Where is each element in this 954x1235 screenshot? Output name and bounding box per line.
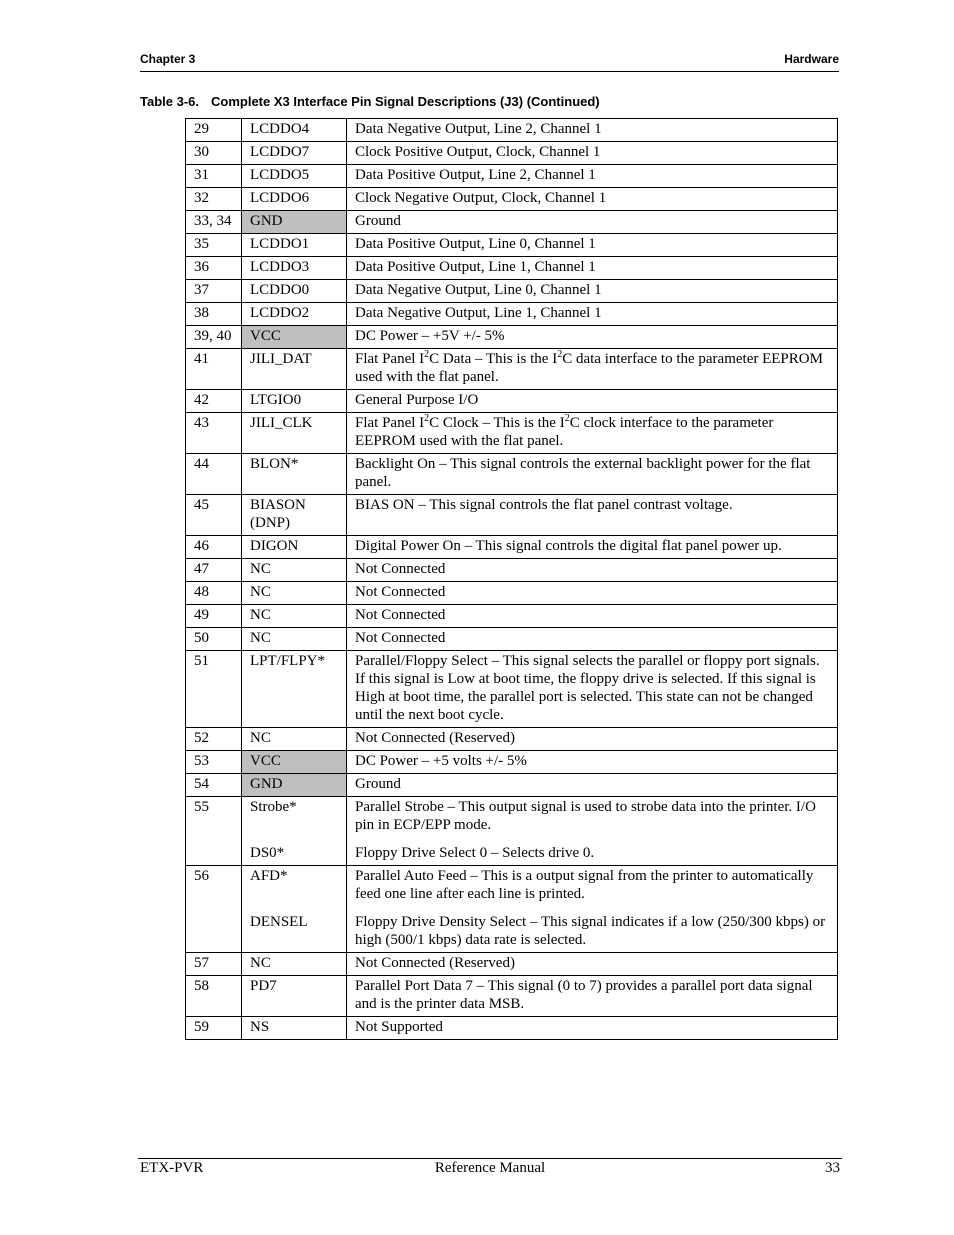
spacer <box>355 834 829 844</box>
table-row <box>186 797 838 866</box>
pin-number: 45 <box>186 495 242 536</box>
signal-name: LCDDO0 <box>242 280 347 303</box>
pin-number: 58 <box>186 976 242 1017</box>
desc-text: C clock interface to the parameter EEPROM used with the flat panel. <box>355 415 774 449</box>
pin-number: 33, 34 <box>186 211 242 234</box>
pin-number: 52 <box>186 728 242 751</box>
table-row <box>186 628 838 651</box>
table-number: Table 3-6. <box>140 94 200 109</box>
signal-description: Ground <box>347 774 838 797</box>
signal-name <box>242 495 347 536</box>
signal-description: Not Connected (Reserved) <box>347 728 838 751</box>
signal-name-power: GND <box>242 211 347 234</box>
signal-description: Not Connected <box>347 605 838 628</box>
table-row <box>186 605 838 628</box>
signal-description: Not Connected <box>347 628 838 651</box>
signal-name: LPT/FLPY* <box>242 651 347 728</box>
pin-number: 48 <box>186 582 242 605</box>
table-row <box>186 536 838 559</box>
signal-name-power: GND <box>242 774 347 797</box>
superscript: 2 <box>424 349 430 360</box>
signal-description: Not Connected <box>347 582 838 605</box>
table-row <box>186 234 838 257</box>
table-row <box>186 976 838 1017</box>
signal-line: DS0* <box>250 845 285 861</box>
table-row <box>186 349 838 390</box>
signal-name: JILI_DAT <box>242 349 347 390</box>
pin-number: 37 <box>186 280 242 303</box>
signal-description: Parallel Port Data 7 – This signal (0 to 7) provides a parallel port data signal and is the printer data MSB. <box>347 976 838 1017</box>
signal-name <box>242 866 347 953</box>
table-row <box>186 582 838 605</box>
pin-number: 49 <box>186 605 242 628</box>
desc-paragraph: Floppy Drive Select 0 – Selects drive 0. <box>355 845 595 861</box>
table-row <box>186 774 838 797</box>
signal-name: JILI_CLK <box>242 413 347 454</box>
signal-line: Strobe* <box>250 799 297 815</box>
pin-number: 43 <box>186 413 242 454</box>
signal-description: Data Negative Output, Line 2, Channel 1 <box>347 119 838 142</box>
pin-number: 44 <box>186 454 242 495</box>
signal-name: NC <box>242 605 347 628</box>
signal-description: Data Positive Output, Line 2, Channel 1 <box>347 165 838 188</box>
pin-number: 41 <box>186 349 242 390</box>
signal-name: LCDDO4 <box>242 119 347 142</box>
running-header <box>140 52 839 72</box>
pin-number: 53 <box>186 751 242 774</box>
desc-text: C data interface to the parameter EEPROM used with the flat panel. <box>355 351 823 385</box>
table-title: Complete X3 Interface Pin Signal Descriptions (J3) (Continued) <box>211 94 600 109</box>
signal-name: LCDDO2 <box>242 303 347 326</box>
signal-description: Backlight On – This signal controls the external backlight power for the flat panel. <box>347 454 838 495</box>
signal-name: NC <box>242 628 347 651</box>
pin-number: 51 <box>186 651 242 728</box>
manual-title: Reference Manual <box>434 1160 546 1176</box>
pin-number: 55 <box>186 797 242 866</box>
table-row <box>186 651 838 728</box>
table-row <box>186 413 838 454</box>
table-row <box>186 142 838 165</box>
signal-name: LTGIO0 <box>242 390 347 413</box>
table-row <box>186 454 838 495</box>
signal-name: LCDDO6 <box>242 188 347 211</box>
desc-text: Flat Panel I <box>355 415 425 431</box>
superscript: 2 <box>424 413 430 424</box>
table-row <box>186 303 838 326</box>
table-row <box>186 326 838 349</box>
signal-line: DENSEL <box>250 914 308 930</box>
pin-number: 36 <box>186 257 242 280</box>
pin-number: 39, 40 <box>186 326 242 349</box>
pin-number: 38 <box>186 303 242 326</box>
pin-number: 56 <box>186 866 242 953</box>
table-row <box>186 953 838 976</box>
pin-signal-table <box>185 118 838 1040</box>
spacer <box>250 816 338 844</box>
pin-number: 59 <box>186 1017 242 1040</box>
desc-paragraph: Parallel Strobe – This output signal is used to strobe data into the printer. I/O pin in ECP/EPP mode. <box>355 799 816 833</box>
pin-number: 47 <box>186 559 242 582</box>
desc-paragraph: Parallel Auto Feed – This is a output signal from the printer to automatically feed one line after each line is printed. <box>355 868 814 902</box>
superscript: 2 <box>557 349 563 360</box>
signal-description: BIAS ON – This signal controls the flat panel contrast voltage. <box>347 495 838 536</box>
page-number: 33 <box>825 1160 840 1176</box>
signal-name: NS <box>242 1017 347 1040</box>
signal-name: NC <box>242 559 347 582</box>
pin-number: 30 <box>186 142 242 165</box>
table-row <box>186 257 838 280</box>
signal-name: DIGON <box>242 536 347 559</box>
desc-text: C Clock – This is the I <box>429 415 565 431</box>
signal-line: AFD* <box>250 868 288 884</box>
table-row <box>186 188 838 211</box>
spacer <box>355 903 829 913</box>
table-row <box>186 1017 838 1040</box>
signal-description: Not Connected (Reserved) <box>347 953 838 976</box>
signal-name: NC <box>242 582 347 605</box>
pin-number: 29 <box>186 119 242 142</box>
pin-number: 46 <box>186 536 242 559</box>
signal-name: LCDDO1 <box>242 234 347 257</box>
table-row <box>186 280 838 303</box>
pin-number: 31 <box>186 165 242 188</box>
signal-description <box>347 866 838 953</box>
desc-paragraph: Floppy Drive Density Select – This signal indicates if a low (250/300 kbps) or high (500/1 kbps) data rate is selected. <box>355 914 826 948</box>
signal-name: PD7 <box>242 976 347 1017</box>
signal-description: Clock Positive Output, Clock, Channel 1 <box>347 142 838 165</box>
pin-number: 50 <box>186 628 242 651</box>
table-row <box>186 390 838 413</box>
signal-name: LCDDO7 <box>242 142 347 165</box>
superscript: 2 <box>564 413 570 424</box>
signal-description: Data Negative Output, Line 0, Channel 1 <box>347 280 838 303</box>
table-row <box>186 495 838 536</box>
signal-description: Data Negative Output, Line 1, Channel 1 <box>347 303 838 326</box>
pin-number: 35 <box>186 234 242 257</box>
signal-description: DC Power – +5V +/- 5% <box>347 326 838 349</box>
chapter-label: Chapter 3 <box>140 52 196 66</box>
spacer <box>250 885 338 913</box>
signal-name <box>242 797 347 866</box>
signal-description: Digital Power On – This signal controls the digital flat panel power up. <box>347 536 838 559</box>
signal-line: (DNP) <box>250 515 290 531</box>
signal-description <box>347 797 838 866</box>
signal-description: General Purpose I/O <box>347 390 838 413</box>
pin-number: 32 <box>186 188 242 211</box>
signal-description: Ground <box>347 211 838 234</box>
table-row <box>186 119 838 142</box>
pin-number: 54 <box>186 774 242 797</box>
signal-name: NC <box>242 953 347 976</box>
signal-description: Data Positive Output, Line 0, Channel 1 <box>347 234 838 257</box>
section-label: Hardware <box>784 52 839 66</box>
desc-text: Flat Panel I <box>355 351 425 367</box>
table-caption <box>140 94 600 109</box>
table-row <box>186 211 838 234</box>
table-row <box>186 728 838 751</box>
pin-number: 57 <box>186 953 242 976</box>
desc-text: C Data – This is the I <box>429 351 558 367</box>
signal-name: BLON* <box>242 454 347 495</box>
signal-description: Data Positive Output, Line 1, Channel 1 <box>347 257 838 280</box>
pin-number: 42 <box>186 390 242 413</box>
signal-description: Clock Negative Output, Clock, Channel 1 <box>347 188 838 211</box>
table-row <box>186 559 838 582</box>
table-row <box>186 165 838 188</box>
signal-description <box>347 413 838 454</box>
signal-description: DC Power – +5 volts +/- 5% <box>347 751 838 774</box>
signal-description: Not Supported <box>347 1017 838 1040</box>
table-row <box>186 866 838 953</box>
product-name: ETX-PVR <box>140 1160 204 1176</box>
signal-description: Parallel/Floppy Select – This signal selects the parallel or floppy port signals. If this signal is Low at boot time, the floppy drive is selected. If this signal is High at boot time, the parallel port is selected. This state can not be changed until the next boot cycle. <box>347 651 838 728</box>
running-footer <box>138 1158 842 1176</box>
signal-description <box>347 349 838 390</box>
signal-name: LCDDO5 <box>242 165 347 188</box>
signal-name-power: VCC <box>242 751 347 774</box>
signal-name-power: VCC <box>242 326 347 349</box>
signal-line: BIASON <box>250 497 306 513</box>
signal-name: LCDDO3 <box>242 257 347 280</box>
signal-name: NC <box>242 728 347 751</box>
signal-description: Not Connected <box>347 559 838 582</box>
table-row <box>186 751 838 774</box>
